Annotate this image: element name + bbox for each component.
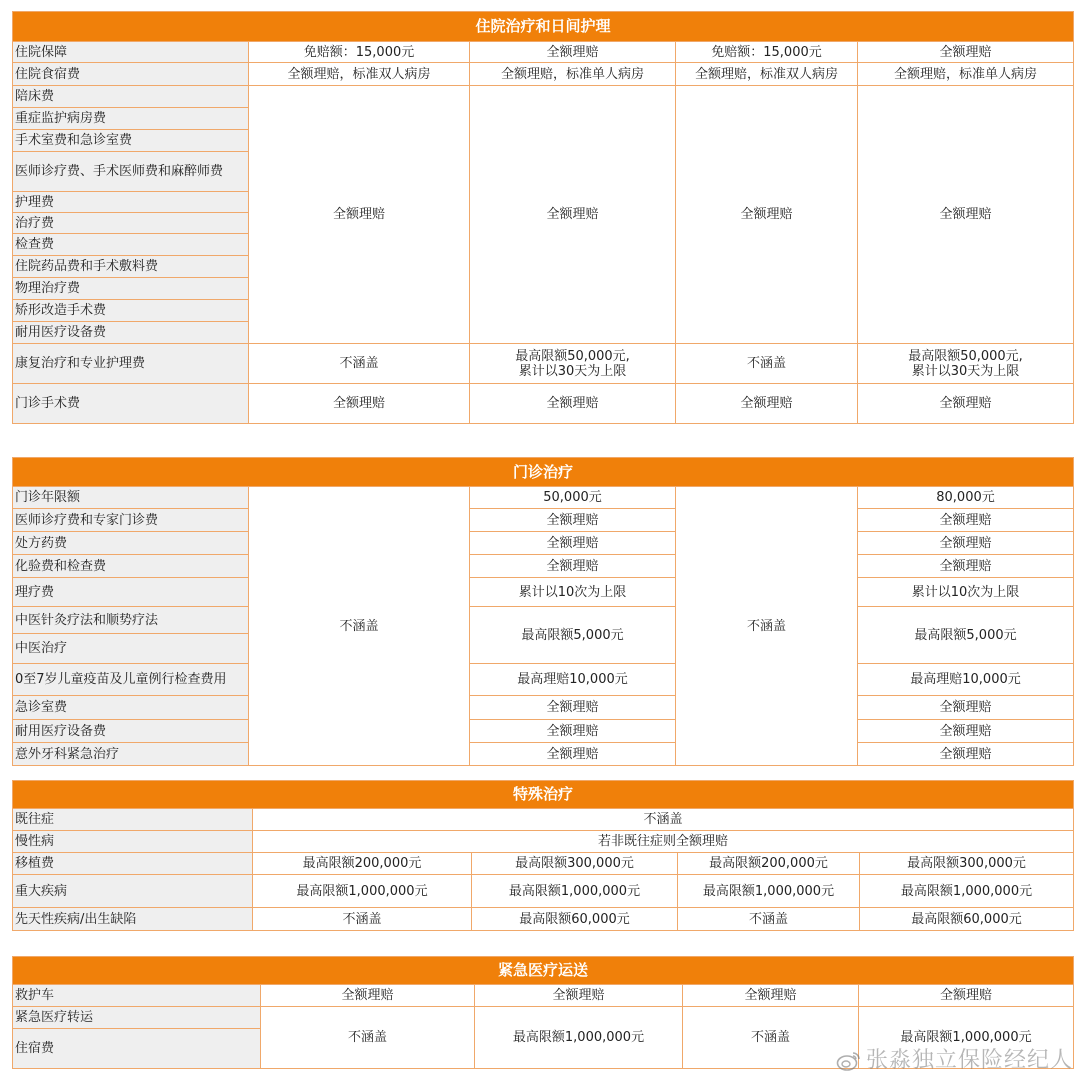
row-label: 耐用医疗设备费: [13, 720, 249, 743]
cell-value: 全额理赔: [858, 384, 1074, 424]
watermark: [836, 1043, 1073, 1074]
cell-value: 全额理赔，标准单人病房: [858, 63, 1074, 86]
cell-value: 全额理赔: [470, 86, 676, 344]
cell-value: 不涵盖: [253, 809, 1074, 831]
cell-value: 全额理赔: [470, 555, 676, 578]
row-label: 既往症: [13, 809, 253, 831]
row-label: 住院保障: [13, 42, 249, 63]
cell-value: 不涵盖: [249, 344, 470, 384]
row-label: 住院药品费和手术敷料费: [13, 256, 249, 278]
cell-value: 累计以10次为上限: [858, 578, 1074, 607]
row-label: 急诊室费: [13, 696, 249, 720]
cell-value: 全额理赔: [683, 985, 859, 1007]
row-label: 中医治疗: [13, 634, 249, 664]
cell-value: 最高限额60,000元: [472, 908, 678, 931]
row-label: 重大疾病: [13, 875, 253, 908]
special-treatment-table: [12, 780, 1074, 931]
cell-value: 最高理赔10,000元: [858, 664, 1074, 696]
inpatient-table: [12, 11, 1074, 424]
cell-value: 全额理赔: [470, 384, 676, 424]
cell-value: 全额理赔: [858, 696, 1074, 720]
cell-value: 最高限额1,000,000元: [678, 875, 860, 908]
row-label: 紧急医疗转运: [13, 1007, 261, 1029]
row-label: 慢性病: [13, 831, 253, 853]
cell-value: 全额理赔: [470, 696, 676, 720]
cell-value: 最高限额1,000,000元: [475, 1007, 683, 1069]
cell-value: 全额理赔，标准双人病房: [249, 63, 470, 86]
cell-value: 全额理赔: [858, 720, 1074, 743]
row-label: 矫形改造手术费: [13, 300, 249, 322]
cell-value: 全额理赔: [858, 743, 1074, 766]
row-label: 0至7岁儿童疫苗及儿童例行检查费用: [13, 664, 249, 696]
cell-line: 累计以30天为上限: [911, 363, 1020, 379]
cell-value: 全额理赔: [859, 985, 1074, 1007]
row-label: 住院食宿费: [13, 63, 249, 86]
row-label: 物理治疗费: [13, 278, 249, 300]
row-label: 手术室费和急诊室费: [13, 130, 249, 152]
row-label: 医师诊疗费和专家门诊费: [13, 509, 249, 532]
cell-line: 最高限额50,000元,: [515, 348, 630, 364]
row-label: 治疗费: [13, 213, 249, 234]
cell-value: 全额理赔: [470, 42, 676, 63]
cell-value: 全额理赔: [858, 42, 1074, 63]
cell-value: 免赔额：15,000元: [676, 42, 858, 63]
cell-value: 全额理赔，标准双人病房: [676, 63, 858, 86]
cell-value: 不涵盖: [678, 908, 860, 931]
row-label: 耐用医疗设备费: [13, 322, 249, 344]
cell-value: 免赔额：15,000元: [249, 42, 470, 63]
row-label: 救护车: [13, 985, 261, 1007]
cell-value: 不涵盖: [676, 487, 858, 766]
cell-value: 全额理赔: [470, 509, 676, 532]
cell-value: 最高限额1,000,000元: [859, 1007, 1074, 1069]
cell-value: 若非既往症则全额理赔: [253, 831, 1074, 853]
row-label: 康复治疗和专业护理费: [13, 344, 249, 384]
cell-value: 全额理赔: [475, 985, 683, 1007]
cell-value: 最高限额200,000元: [253, 853, 472, 875]
row-label: 先天性疾病/出生缺陷: [13, 908, 253, 931]
row-label: 理疗费: [13, 578, 249, 607]
cell-value: 最高限额1,000,000元: [472, 875, 678, 908]
row-label: 门诊年限额: [13, 487, 249, 509]
cell-value: 最高限额300,000元: [860, 853, 1074, 875]
row-label: 中医针灸疗法和顺势疗法: [13, 607, 249, 634]
row-label: 移植费: [13, 853, 253, 875]
cell-value-multiline: [858, 344, 1074, 384]
cell-value: 最高限额5,000元: [858, 607, 1074, 664]
cell-value: 全额理赔: [470, 532, 676, 555]
row-label: 处方药费: [13, 532, 249, 555]
cell-value: 50,000元: [470, 487, 676, 509]
cell-value: 不涵盖: [253, 908, 472, 931]
row-label: 门诊手术费: [13, 384, 249, 424]
outpatient-table: [12, 457, 1074, 766]
cell-value: 全额理赔: [858, 555, 1074, 578]
cell-line: 累计以30天为上限: [518, 363, 627, 379]
cell-value: 全额理赔: [858, 509, 1074, 532]
cell-value: 最高限额60,000元: [860, 908, 1074, 931]
cell-value: 最高限额5,000元: [470, 607, 676, 664]
row-label: 陪床费: [13, 86, 249, 108]
cell-value: 不涵盖: [261, 1007, 475, 1069]
cell-value: 最高限额300,000元: [472, 853, 678, 875]
row-label: 护理费: [13, 192, 249, 213]
cell-value: 最高限额1,000,000元: [860, 875, 1074, 908]
section-title-special: 特殊治疗: [13, 781, 1074, 809]
row-label: 意外牙科紧急治疗: [13, 743, 249, 766]
row-label: 重症监护病房费: [13, 108, 249, 130]
cell-value: 不涵盖: [676, 344, 858, 384]
weibo-icon: [836, 1050, 862, 1072]
cell-value: 全额理赔: [858, 532, 1074, 555]
cell-value: 全额理赔: [249, 384, 470, 424]
cell-value: 全额理赔: [470, 720, 676, 743]
cell-value: 全额理赔: [676, 86, 858, 344]
cell-value: 全额理赔: [676, 384, 858, 424]
cell-value: 不涵盖: [683, 1007, 859, 1069]
cell-value: 全额理赔: [261, 985, 475, 1007]
row-label: 化验费和检查费: [13, 555, 249, 578]
cell-line: 最高限额50,000元,: [908, 348, 1023, 364]
cell-value: 不涵盖: [249, 487, 470, 766]
section-title-emergency: 紧急医疗运送: [13, 957, 1074, 985]
cell-value: 最高理赔10,000元: [470, 664, 676, 696]
cell-value: 全额理赔: [470, 743, 676, 766]
section-title-outpatient: 门诊治疗: [13, 458, 1074, 487]
cell-value: 80,000元: [858, 487, 1074, 509]
cell-value: 全额理赔，标准单人病房: [470, 63, 676, 86]
cell-value-multiline: [470, 344, 676, 384]
row-label: 检查费: [13, 234, 249, 256]
row-label: 医师诊疗费、手术医师费和麻醉师费: [13, 152, 249, 192]
cell-value: 最高限额200,000元: [678, 853, 860, 875]
cell-value: 全额理赔: [249, 86, 470, 344]
watermark-text: 张淼独立保险经纪人: [865, 1048, 1073, 1073]
cell-value: 最高限额1,000,000元: [253, 875, 472, 908]
section-title-inpatient: 住院治疗和日间护理: [13, 12, 1074, 42]
cell-value: 全额理赔: [858, 86, 1074, 344]
cell-value: 累计以10次为上限: [470, 578, 676, 607]
row-label: 住宿费: [13, 1029, 261, 1069]
